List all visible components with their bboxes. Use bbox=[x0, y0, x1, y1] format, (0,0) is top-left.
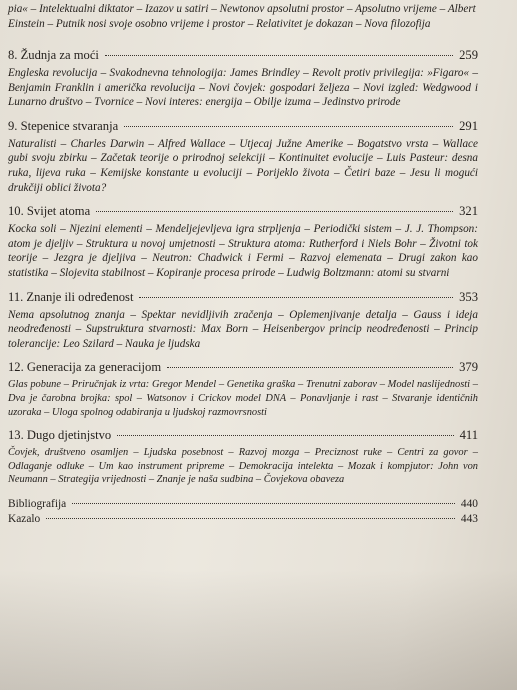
chapter-title: 8. Žudnja za moći bbox=[8, 48, 99, 62]
entry-page-number: 440 bbox=[460, 497, 478, 510]
chapter-12 bbox=[8, 360, 478, 419]
leader-dots bbox=[124, 126, 453, 127]
chapter-page-number: 411 bbox=[459, 428, 478, 443]
chapter-heading bbox=[8, 428, 478, 443]
chapter-8 bbox=[8, 48, 478, 110]
chapter-heading bbox=[8, 48, 478, 63]
chapter-heading bbox=[8, 204, 478, 219]
chapter-topics: Nema apsolutnog znanja – Spektar nevidljivih zračenja – Oplemenjivanje detalja – Gauss i ideja neodređenosti – Supstruktura stvarnosti: Max Born – Heisenbergov princip neodređenosti – Princip tolerancije: Leo Szilard – Nauka je ljudska bbox=[8, 308, 478, 350]
chapter-title: 13. Dugo djetinjstvo bbox=[8, 428, 112, 443]
chapter-9 bbox=[8, 119, 478, 195]
entry-page-number: 443 bbox=[460, 512, 478, 525]
previous-chapter-topics: pia« – Intelektualni diktator – Izazov u satiri – Newtonov apsolutni prostor – Apsolutno vrijeme – Albert Einstein – Putnik nosi svoje osobno vrijeme i prostor – Relativitet je dokazan – Nova filozofija bbox=[8, 3, 476, 30]
page-shadow bbox=[0, 570, 517, 690]
chapter-heading bbox=[8, 290, 478, 305]
back-matter-entry bbox=[8, 497, 478, 512]
leader-dots bbox=[167, 367, 453, 368]
chapter-10 bbox=[8, 204, 478, 280]
chapter-page-number: 353 bbox=[459, 289, 478, 304]
chapter-title: 10. Svijet atoma bbox=[8, 204, 91, 219]
chapter-heading bbox=[8, 119, 478, 134]
chapter-topics: Glas pobune – Priručnjak iz vrta: Gregor Mendel – Genetika graška – Trenutni zaborav – Model naslijednosti – Dva je čarobna brojka: spol – Watsonov i Crickov model DNA – Ponavljanje i rast – Stvaranje identičnih uzoraka – Uloga spolnog odabiranja u ljudskoj razmovrsnosti bbox=[8, 379, 478, 418]
leader-dots bbox=[72, 503, 455, 504]
chapter-title: 11. Znanje ili određenost bbox=[8, 289, 134, 304]
chapter-page-number: 321 bbox=[459, 204, 478, 219]
back-matter-entry bbox=[8, 512, 478, 527]
chapter-11 bbox=[8, 290, 478, 352]
leader-dots bbox=[46, 518, 455, 519]
leader-dots bbox=[117, 435, 453, 436]
chapter-topics: Čovjek, društveno osamljen – Ljudska posebnost – Razvoj mozga – Preciznost ruke – Centri za govor – Odlaganje odluke – Um kao instrument pripreme – Demokracija intelekta – Mozak i kompjutor: John von Neumann – Strategija vrijednosti – Znanje je naša sudbina – Čovjekova obaveza bbox=[8, 447, 478, 486]
entry-title: Kazalo bbox=[8, 512, 41, 525]
chapter-page-number: 259 bbox=[459, 48, 478, 62]
leader-dots bbox=[96, 211, 453, 212]
chapter-title: 9. Stepenice stvaranja bbox=[8, 118, 119, 133]
chapter-topics: Naturalisti – Charles Darwin – Alfred Wallace – Utjecaj Južne Amerike – Bogatstvo vrsta – Wallace gubi svoju zbirku – Začetak teorije o prirodnoj selekciji – Kontinuitet evolucije – Luis Pasteur: desna ruka, lijeva ruka – Kemijske konstante u evoluciji – Porijeklo života – Četiri baze – Jesu li mogući drukčiji oblici života? bbox=[8, 137, 478, 194]
chapter-topics: Engleska revolucija – Svakodnevna tehnologija: James Brindley – Revolt protiv privilegija: »Figaro« – Benjamin Franklin i američka revolucija – Novi čovjek: gospodari željeza – Novi izgled: Wedgwood i Lunarno društvo – Tvornice – Novi interes: energija – Obilje izuma – Jedinstvo prirode bbox=[8, 67, 478, 109]
chapter-topics: Kocka soli – Njezini elementi – Mendeljejevljeva igra strpljenja – Periodički sistem – J. J. Thompson: atom je djeljiv – Struktura u novoj umjetnosti – Struktura atoma: Rutherford i Niels Bohr – Životni tok teorije – Jezgra je djeljiva – Neutron: Chadwick i Fermi – Razvoj elemenata – Drugi zakon kao statistika – Slojevita stabilnost – Kopiranje procesa prirode – Ludwig Boltzmann: atomi su stvarni bbox=[8, 223, 478, 279]
chapter-title: 12. Generacija za generacijom bbox=[8, 360, 162, 375]
entry-title: Bibliografija bbox=[8, 497, 67, 510]
chapter-13 bbox=[8, 428, 478, 487]
table-of-contents bbox=[8, 2, 478, 527]
chapter-page-number: 291 bbox=[459, 118, 478, 133]
leader-dots bbox=[105, 55, 453, 56]
leader-dots bbox=[139, 297, 453, 298]
chapter-heading bbox=[8, 360, 478, 375]
chapter-page-number: 379 bbox=[459, 360, 478, 375]
back-matter bbox=[8, 497, 478, 527]
